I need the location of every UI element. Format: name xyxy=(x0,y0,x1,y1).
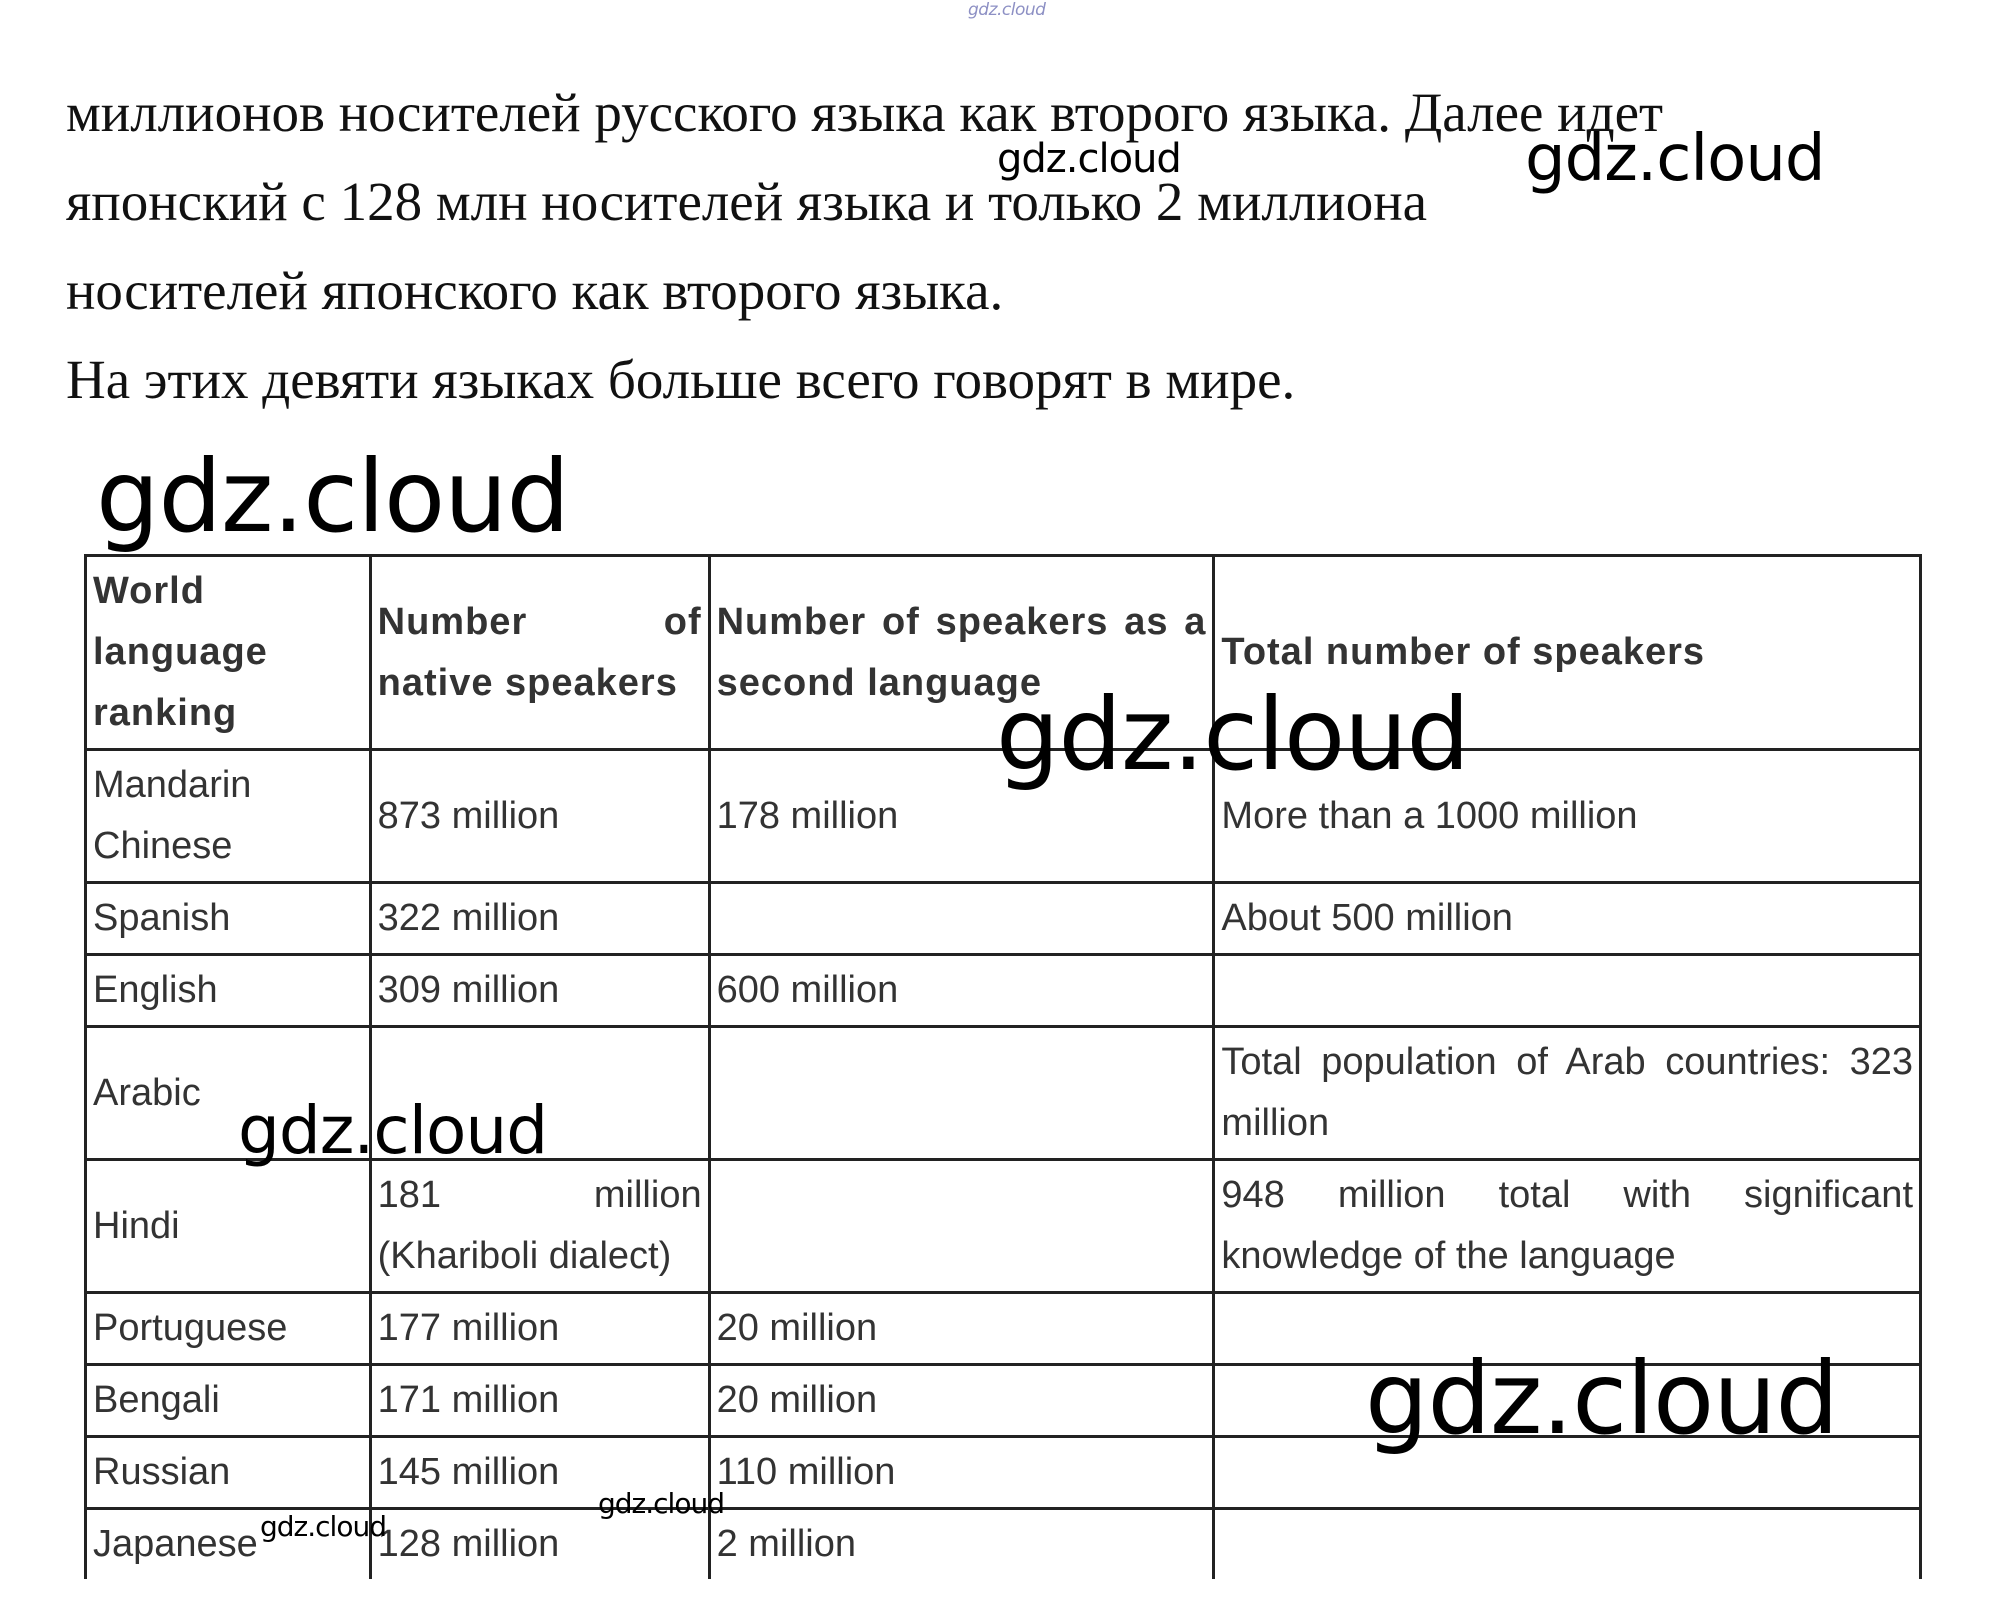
table-cell: About 500 million xyxy=(1214,883,1921,955)
table-cell: 128 million xyxy=(370,1509,709,1580)
header-cell: Number of native speakers xyxy=(370,556,709,750)
top-watermark: gdz.cloud xyxy=(968,0,1046,20)
watermark: gdz.cloud xyxy=(238,1092,548,1169)
paragraph-line: носителей японского как второго языка. xyxy=(66,260,1004,321)
table-row xyxy=(86,883,1921,955)
table-cell: Total population of Arab countries: 323 million xyxy=(1214,1027,1921,1160)
paragraph-line: японский с 128 млн носителей языка и только 2 миллиона xyxy=(66,171,1428,232)
table-cell: 948 million total with significant knowledge of the language xyxy=(1214,1160,1921,1293)
table-cell: 177 million xyxy=(370,1293,709,1365)
table-row xyxy=(86,955,1921,1027)
table-cell: 322 million xyxy=(370,883,709,955)
watermark: gdz.cloud xyxy=(598,1487,724,1520)
watermark: gdz.cloud xyxy=(997,136,1181,182)
watermark: gdz.cloud xyxy=(1365,1340,1839,1457)
table-cell: 873 million xyxy=(370,750,709,883)
table-cell xyxy=(709,1160,1214,1293)
table-cell: 145 million xyxy=(370,1437,709,1509)
body-paragraph xyxy=(66,68,1766,424)
table-cell: Bengali xyxy=(86,1365,371,1437)
table-cell: 309 million xyxy=(370,955,709,1027)
table-cell xyxy=(709,883,1214,955)
table-cell: 171 million xyxy=(370,1365,709,1437)
table-cell: English xyxy=(86,955,371,1027)
table-cell: Arabic xyxy=(86,1027,371,1160)
paragraph-line: миллионов носителей русского языка как второго языка. Далее идет xyxy=(66,82,1664,143)
table-cell: Portuguese xyxy=(86,1293,371,1365)
table-cell: 178 million xyxy=(709,750,1214,883)
table-cell: Hindi xyxy=(86,1160,371,1293)
table-cell: 20 million xyxy=(709,1365,1214,1437)
table-cell: More than a 1000 million xyxy=(1214,750,1921,883)
table-cell: 600 million xyxy=(709,955,1214,1027)
table-cell: Japanese xyxy=(86,1509,371,1580)
table-cell: 181 million (Khariboli dialect) xyxy=(370,1160,709,1293)
table-cell xyxy=(1214,1509,1921,1580)
watermark: gdz.cloud xyxy=(1525,122,1825,196)
table-cell: 2 million xyxy=(709,1509,1214,1580)
table-cell: Russian xyxy=(86,1437,371,1509)
table-cell: 20 million xyxy=(709,1293,1214,1365)
table-cell xyxy=(709,1027,1214,1160)
watermark: gdz.cloud xyxy=(996,676,1470,793)
header-cell: World language ranking xyxy=(86,556,371,750)
paragraph-line: На этих девяти языках больше всего говорят в мире. xyxy=(66,349,1296,410)
watermark: gdz.cloud xyxy=(260,1510,386,1543)
table-cell: Mandarin Chinese xyxy=(86,750,371,883)
watermark: gdz.cloud xyxy=(96,438,570,555)
table-cell: 110 million xyxy=(709,1437,1214,1509)
table-cell xyxy=(1214,955,1921,1027)
table-row xyxy=(86,1160,1921,1293)
header-cell: Total number of speakers xyxy=(1214,556,1921,750)
table-cell: Spanish xyxy=(86,883,371,955)
header-cell: Number of speakers as a second language xyxy=(709,556,1214,750)
